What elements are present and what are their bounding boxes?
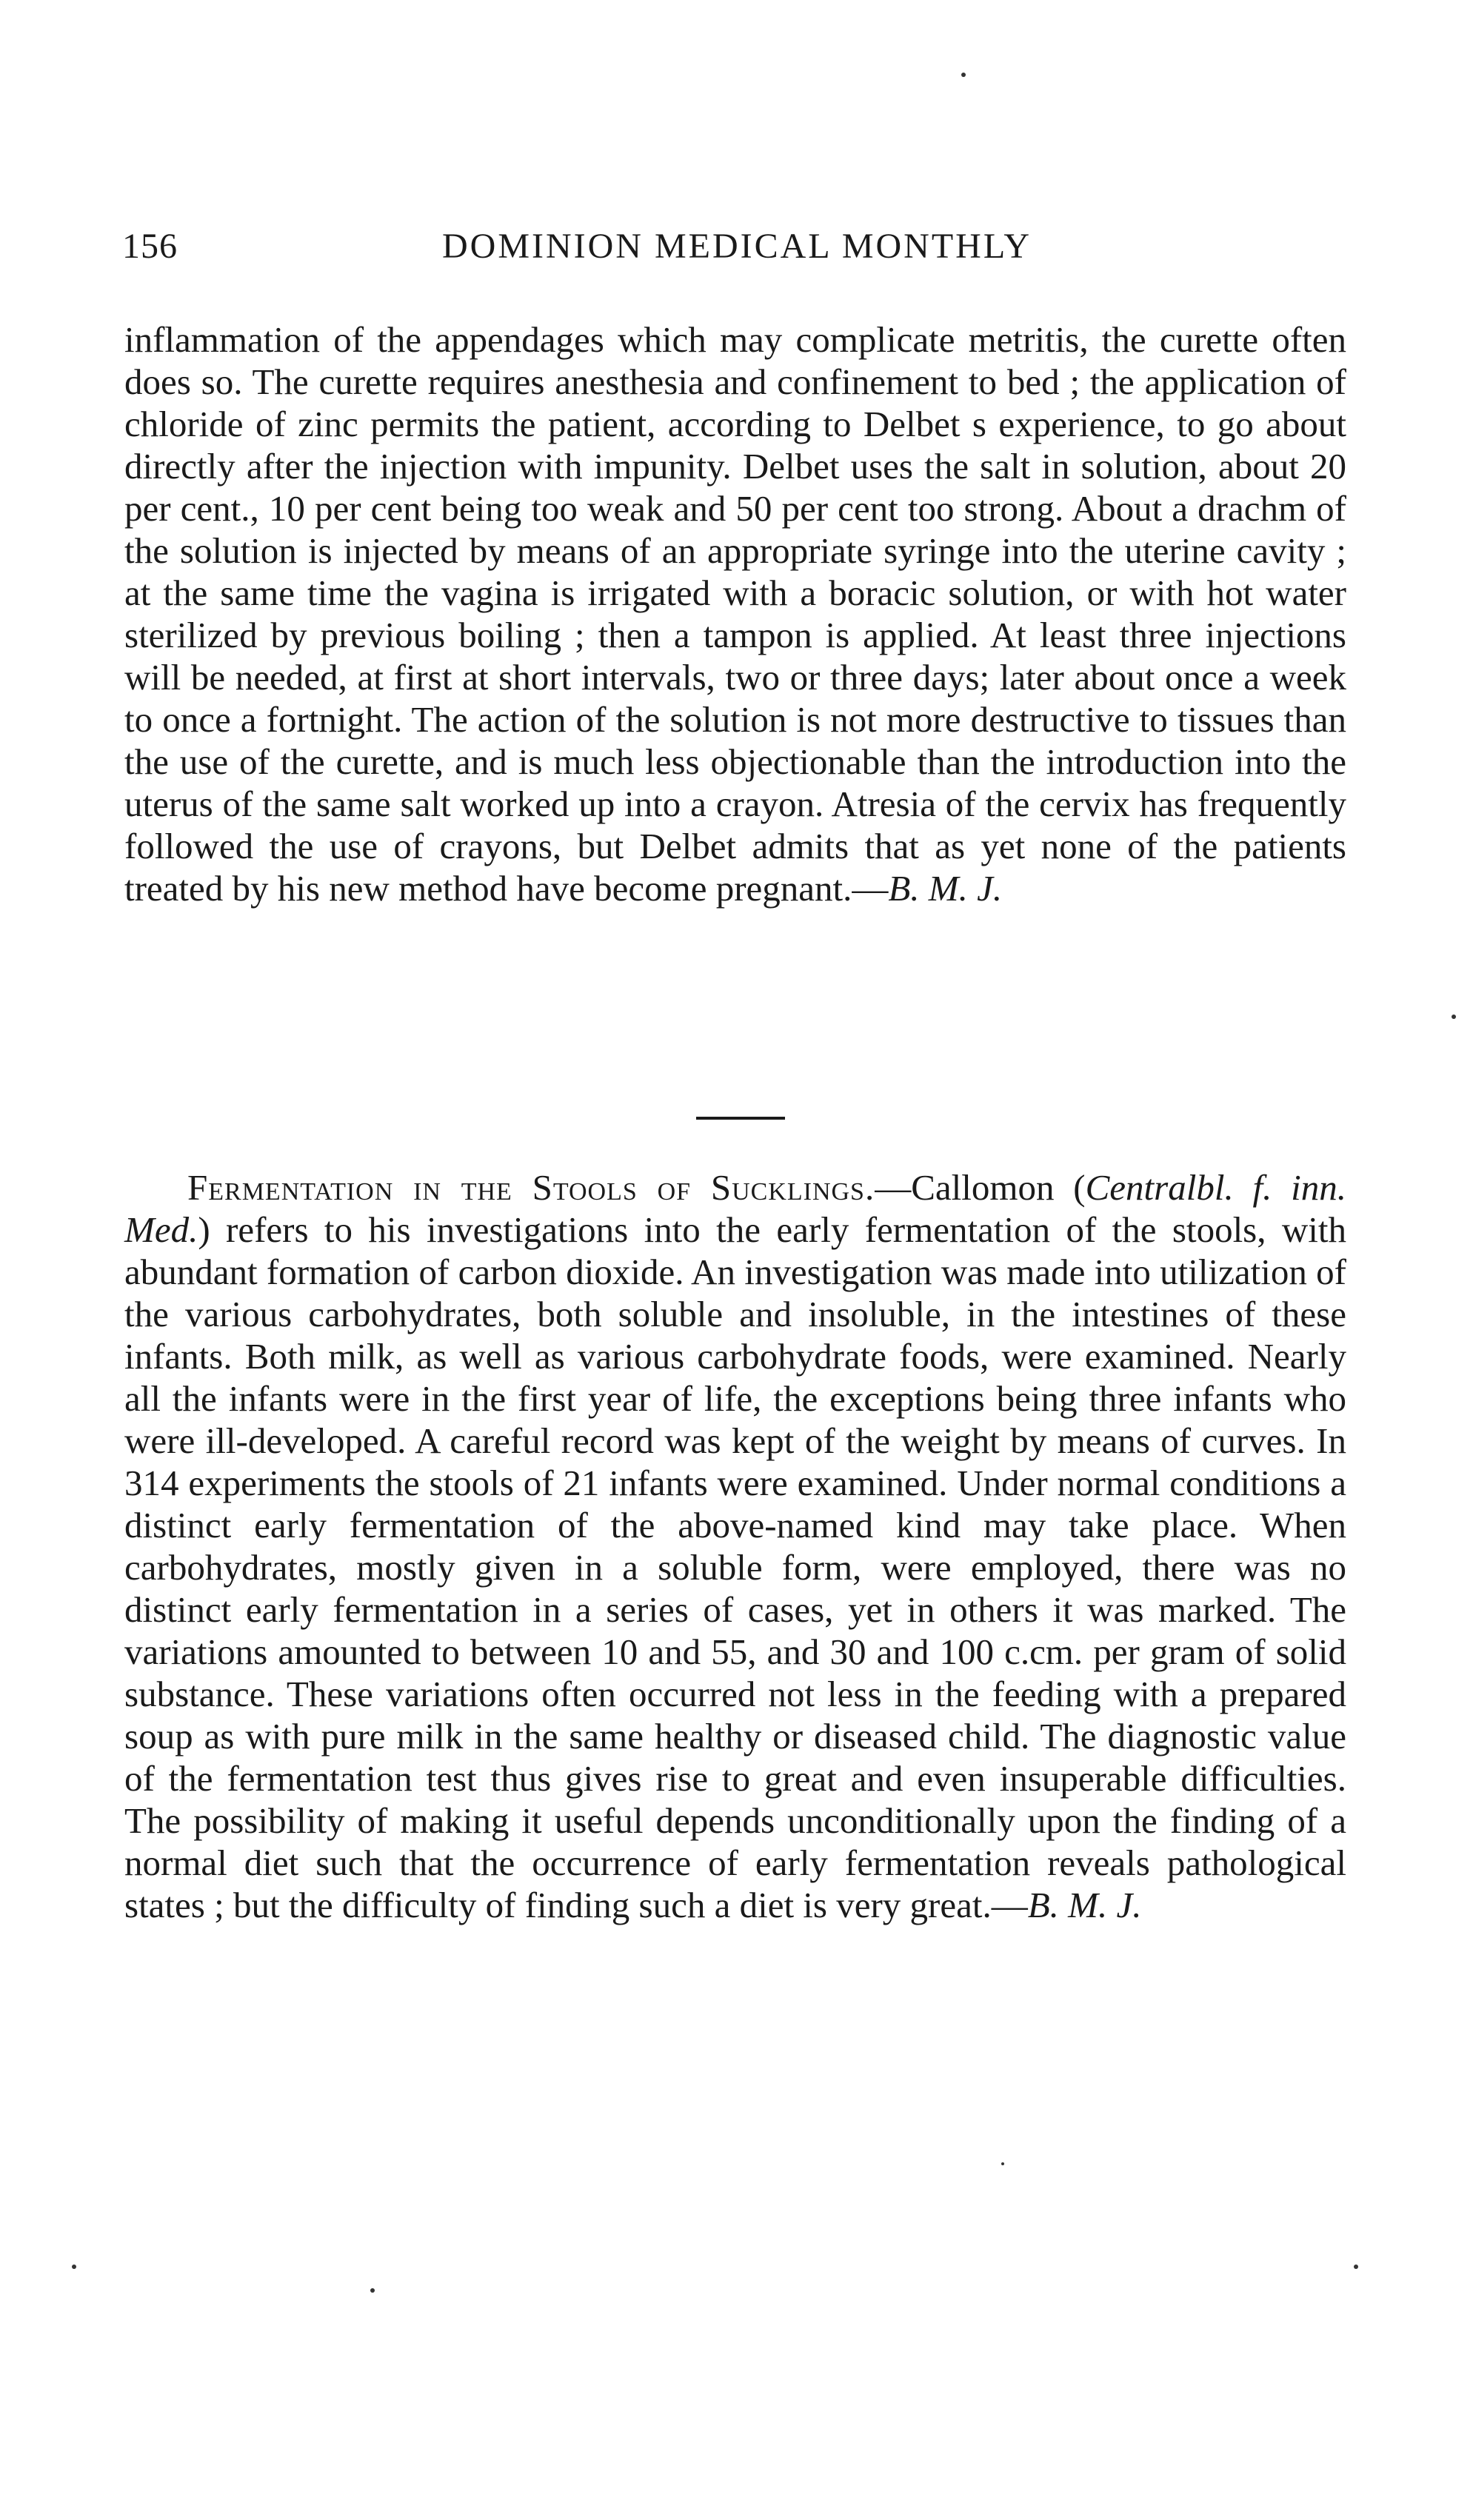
running-head: DOMINION MEDICAL MONTHLY <box>441 227 1032 266</box>
article-fermentation <box>124 1166 1346 1926</box>
scan-speck <box>370 2288 375 2293</box>
paragraph <box>124 1166 1346 1926</box>
source-open: ( <box>1073 1167 1086 1208</box>
section-divider <box>696 1117 785 1120</box>
source-close: ) <box>198 1209 210 1250</box>
page-number: 156 <box>122 227 178 266</box>
paragraph <box>124 318 1346 909</box>
author: —Callomon <box>875 1167 1055 1208</box>
scan-speck <box>1452 1015 1456 1019</box>
source-journal: Centralbl. f. inn. Med. <box>124 1167 1347 1250</box>
citation: B. M. J. <box>1027 1885 1142 1925</box>
paragraph-text: refers to his investigations into the early fermentation of the stools, with abundant formation of carbon dioxide. An investigation was made into utilization of the various carbohydrates, both soluble and insoluble, in the intestines of these infants. Both milk, as well as various carbohydrate foods, were examined. Nearly all the infants were in the first year of life, the exceptions being three infants who were ill-developed. A careful record was kept of the weight by means of curves. In 314 experiments the stools of 21 infants were examined. Under normal conditions a distinct early fermentation of the above-named kind may take place. When carbohydrates, mostly given in a soluble form, were employed, there was no distinct early fermentation in a series of cases, yet in others it was marked. The variations amounted to between 10 and 55, and 30 and 100 c.cm. per gram of solid substance. These variations often occurred not less in the feeding with a prepared soup as with pure milk in the same healthy or diseased child. The diagnostic value of the fermentation test thus gives rise to great and even insuperable difficulties. The possibility of making it useful depends unconditionally upon the finding of a normal diet such that the occurrence of early fermentation reveals pathological states ; but the difficulty of finding such a diet is very great.— <box>124 1209 1346 1925</box>
page-header <box>122 226 1352 270</box>
scan-speck <box>1001 2162 1004 2165</box>
paragraph-text: inflammation of the appendages which may complicate metritis, the curette often does so. The curette requires anesthesia and confinement to bed ; the application of chloride of zinc permits the patient, according to Delbet s experience, to go about directly after the injection with impunity. Delbet uses the salt in solution, about 20 per cent., 10 per cent being too weak and 50 per cent too strong. About a drachm of the solution is injected by means of an appropriate syringe into the uterine cavity ; at the same time the vagina is irrigated with a boracic solution, or with hot water sterilized by previous boiling ; then a tampon is applied. At least three injections will be needed, at first at short intervals, two or three days; later about once a week to once a fortnight. The action of the solution is not more destructive to tissues than the use of the curette, and is much less objectionable than the introduction into the uterus of the same salt worked up into a crayon. Atresia of the cervix has frequently followed the use of crayons, but Delbet admits that as yet none of the patients treated by his new method have become pregnant.— <box>124 319 1346 909</box>
article-heading: Fermentation in the Stools of Sucklings. <box>187 1167 875 1208</box>
scan-speck <box>961 73 966 77</box>
scan-speck <box>72 2265 76 2269</box>
citation: B. M. J. <box>888 868 1003 909</box>
article-continuation <box>124 318 1346 909</box>
scan-speck <box>1354 2265 1358 2269</box>
